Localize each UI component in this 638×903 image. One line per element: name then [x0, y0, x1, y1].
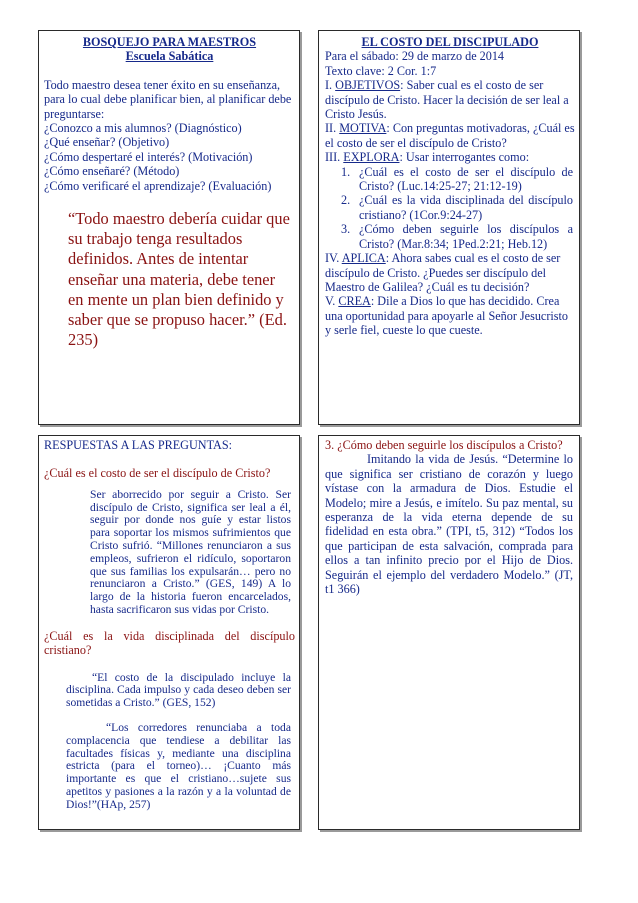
question-item: ¿Cómo despertaré el interés? (Motivación) [44, 149, 253, 164]
lesson-date: Para el sábado: 29 de marzo de 2014 [325, 49, 505, 64]
list-item [325, 165, 573, 194]
create-text: : Dile a Dios lo que has decidido. Crea una oportunidad para apoyarle al Señor Jesucristo y serle fiel, cueste lo que cueste. [325, 294, 568, 338]
outline-title: BOSQUEJO PARA MAESTROS [82, 35, 257, 49]
section-number: I. [325, 78, 336, 93]
create-label: CREA [338, 294, 371, 309]
outline-intro: Todo maestro desea tener éxito en su enseñanza, para lo cual debe planificar bien, al planificar debe preguntarse: [44, 77, 292, 121]
spacer [44, 452, 295, 466]
question-item: ¿Qué enseñar? (Objetivo) [44, 135, 170, 150]
explore-section [325, 150, 575, 164]
list-item [325, 193, 573, 222]
answers-box [38, 435, 300, 830]
section-number: IV. [325, 251, 342, 266]
list-item [325, 222, 573, 251]
apply-text: : Ahora sabes cual es el costo de ser discípulo de Cristo. ¿Puedes ser discípulo del Maestro de Galilea? ¿Cuál es tu decisión? [325, 251, 561, 294]
answer-2-quote-2: “Los corredores renunciaba a toda complacencia que tendiese a debilitar las facultades físicas y, mediante una disciplina estricta (para el torneo)… ¡Cuanto más importante es que el cristiano…sujete sus apetitos y pasiones a la razón y a la voluntad de Dios!”(HAp, 257) [66, 720, 291, 811]
apply-label: APLICA [341, 251, 386, 266]
teacher-quote: “Todo maestro debería cuidar que su trabajo tenga resultados definidos. Antes de intentar enseñar una materia, debe tener en mente un plan bien definido y saber que se propuso hacer.” (Ed. 235) [68, 209, 290, 350]
list-number: 1. [341, 164, 351, 179]
objectives-label: OBJETIVOS [335, 78, 401, 93]
outline-subtitle: Escuela Sabática [125, 49, 214, 64]
answer-1: Ser aborrecido por seguir a Cristo. Ser discípulo de Cristo, significa ser leal a él, seguir por donde nos guíe y estar listos para soportar los mismos sufrimientos que Cristo sufrió. “Millones renunciaron a sus empleos, sufrieron el ridículo, soportaron que sus familias los expulsarán… pero no renunciaron a Cristo.” (GES, 149) A lo largo de la historia fueron encarcelados, hasta sacrificaron sus vidas por Cristo. [90, 487, 291, 616]
answers-title: RESPUESTAS A LAS PREGUNTAS: [44, 438, 233, 452]
question-item: ¿Conozco a mis alumnos? (Diagnóstico) [44, 121, 242, 136]
key-text: Texto clave: 2 Cor. 1:7 [325, 63, 437, 78]
answer-2 [66, 672, 295, 812]
apply-section [325, 251, 575, 294]
question-1: ¿Cuál es el costo de ser el discípulo de Cristo? [44, 466, 271, 481]
list-number: 3. [341, 222, 351, 237]
question-2: ¿Cuál es la vida disciplinada del discípulo cristiano? [44, 628, 295, 658]
lesson-title: EL COSTO DEL DISCIPULADO [361, 35, 539, 49]
section-number: III. [325, 150, 344, 165]
spacer [44, 658, 295, 672]
motivate-text: : Con preguntas motivadoras, ¿Cuál es el costo de ser el discípulo de Cristo? [325, 121, 575, 150]
question-3: 3. ¿Cómo deben seguirle los discípulos a Cristo? [325, 438, 563, 452]
outline-box [38, 30, 300, 425]
list-text: ¿Cómo deben seguirle los discípulos a Cristo? (Mar.8:34; 1Ped.2:21; Heb.12) [359, 222, 573, 251]
explore-list [325, 165, 575, 251]
spacer [44, 617, 295, 629]
lesson-box [318, 30, 580, 425]
motivate-label: MOTIVA [339, 121, 387, 136]
answer-2-quote-1: “El costo de la discipulado incluye la disciplina. Cada impulso y cada deseo deben ser sometidas a Cristo.” (GES, 152) [66, 670, 291, 710]
create-section [325, 294, 575, 337]
spacer [44, 64, 295, 78]
question-item: ¿Cómo verificaré el aprendizaje? (Evaluación) [44, 178, 272, 193]
explore-label: EXPLORA [343, 150, 400, 165]
answer-3: Imitando la vida de Jesús. “Determine lo que significa ser cristiano de corazón y luego vístase con la armadura de Dios. Estudie el Modelo; mire a Jesús, e imítelo. Su paz mental, su esperanza de la vida eterna depende de su fidelidad en esta obra.” (TPI, t5, 312) “Todos los que participan de esta salvación, comprada para ellos a tan infinito precio por el Hijo de Dios. Seguirán el ejemplo del verdadero Modelo.” (JT, t1 366) [325, 452, 573, 597]
list-number: 2. [341, 193, 351, 208]
list-text: ¿Cuál es el costo de ser el discípulo de Cristo? (Luc.14:25-27; 21:12-19) [359, 164, 573, 194]
answer-3-box [318, 435, 580, 830]
section-number: II. [325, 121, 340, 136]
objectives-text: : Saber cual es el costo de ser discípulo de Cristo. Hacer la decisión de ser leal a Cristo Jesús. [325, 78, 569, 122]
objectives-section [325, 78, 575, 121]
explore-text: : Usar interrogantes como: [399, 150, 530, 165]
question-item: ¿Cómo enseñaré? (Método) [44, 164, 180, 179]
motivate-section [325, 121, 575, 150]
list-text: ¿Cuál es la vida disciplinada del discípulo cristiano? (1Cor.9:24-27) [359, 193, 573, 222]
section-number: V. [325, 294, 339, 309]
